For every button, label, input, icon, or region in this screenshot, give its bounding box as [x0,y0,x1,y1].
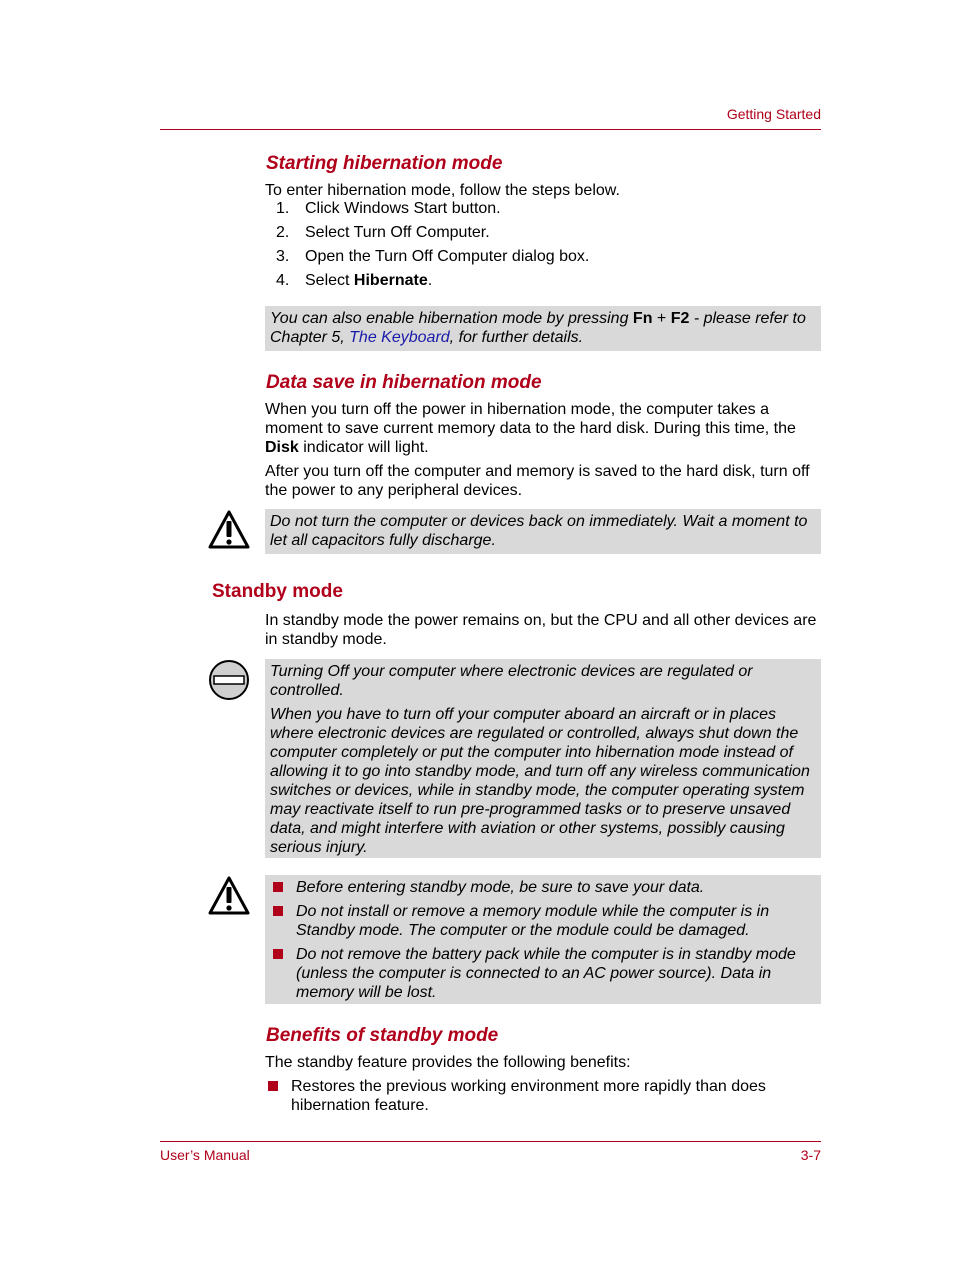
aircraft-warning [265,659,821,858]
page-number: 3-7 [800,1147,821,1163]
step-number: 1. [276,200,290,217]
step-text: Open the Turn Off Computer dialog box. [305,248,590,265]
step-text-post: . [427,272,433,289]
step-text: Select Turn Off Computer. [305,224,490,241]
datasave-text: indicator will light. [298,439,429,456]
bullet-icon [273,882,283,892]
heading-standby-mode: Standby mode [212,581,343,602]
step-text-pre: Select [305,272,354,289]
hibernation-note [265,306,821,351]
bullet-icon [273,949,283,959]
heading-starting-hibernation: Starting hibernation mode [266,153,503,174]
datasave-paragraph-2: After you turn off the computer and memory is saved to the hard disk, turn off the power to any peripheral devices. [265,463,810,499]
step-number: 2. [276,224,290,241]
warning-body: When you have to turn off your computer aboard an aircraft or in places where electronic devices are regulated or controlled, always shut down the computer completely or put the computer into hibernation mode instead of allowing it to go into standby mode, and turn off any wireless communication switches or devices, while in standby mode, the computer operating system may reactivate itself to run pre-programmed tasks or to preserve unsaved data, and might interfere with aviation or other systems, possibly causing serious injury. [270,706,810,856]
caution-icon [208,509,250,551]
bullet-icon [268,1081,278,1091]
header-rule [160,129,821,130]
list-item [270,945,816,1002]
key-f2: F2 [670,310,690,327]
datasave-paragraph-1 [265,400,821,457]
note-text: You can also enable hibernation mode by pressing [270,310,633,327]
caution-text: Do not turn the computer or devices back on immediately. Wait a moment to let all capacitors fully discharge. [270,513,808,549]
benefits-intro: The standby feature provides the following benefits: [265,1054,631,1071]
benefits-list [265,1077,821,1115]
prohibited-icon [208,659,250,701]
key-plus: + [652,310,671,327]
step-number: 4. [276,272,290,289]
caution-text: Do not remove the battery pack while the computer is in standby mode (unless the computer is connected to an AC power source). Data in memory will be lost. [296,946,796,1001]
key-fn: Fn [632,310,653,327]
step-number: 3. [276,248,290,265]
running-header: Getting Started [726,106,821,122]
step-text [305,272,432,290]
caution-text: Do not install or remove a memory module while the computer is in Standby mode. The computer or the module could be damaged. [296,903,770,939]
footer-rule [160,1141,821,1142]
capacitor-caution [265,509,821,554]
footer-manual-title: User’s Manual [160,1147,250,1163]
note-text: , for further details. [449,329,584,346]
step-text: Click Windows Start button. [305,200,501,217]
step-bold: Hibernate [353,272,428,289]
datasave-text: When you turn off the power in hibernation mode, the computer takes a moment to save current memory data to the hard disk. During this time, the [265,401,796,437]
bullet-icon [273,906,283,916]
starting-intro: To enter hibernation mode, follow the steps below. [265,182,620,199]
heading-benefits: Benefits of standby mode [266,1025,499,1046]
disk-label: Disk [265,439,299,456]
caution-icon [208,875,250,917]
warning-title: Turning Off your computer where electronic devices are regulated or controlled. [270,663,753,699]
caution-text: Before entering standby mode, be sure to save your data. [296,879,705,896]
list-item [270,878,816,897]
keyboard-chapter-link[interactable]: The Keyboard [349,329,450,346]
list-item [265,1077,821,1115]
standby-cautions [265,875,821,1004]
standby-paragraph: In standby mode the power remains on, but the CPU and all other devices are in standby mode. [265,612,817,648]
note-text: - please refer to Chapter 5, [270,310,806,346]
list-item [270,902,816,940]
heading-data-save: Data save in hibernation mode [266,372,542,393]
benefit-text: Restores the previous working environment more rapidly than does hibernation feature. [291,1078,766,1114]
